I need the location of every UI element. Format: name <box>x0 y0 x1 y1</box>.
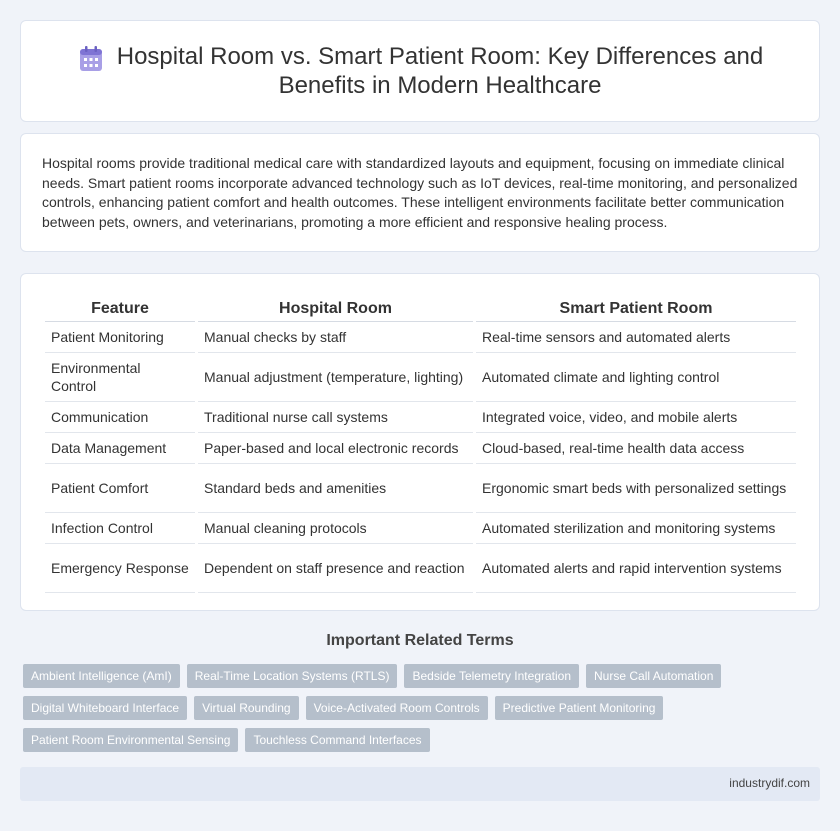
column-header-feature: Feature <box>45 294 195 322</box>
feature-cell: Emergency Response <box>45 544 195 593</box>
feature-cell: Environmental Control <box>45 353 195 402</box>
term-tag[interactable]: Voice-Activated Room Controls <box>306 696 488 720</box>
smart-room-cell: Automated climate and lighting control <box>476 353 796 402</box>
smart-room-cell: Real-time sensors and automated alerts <box>476 322 796 353</box>
footer-bar <box>20 767 820 801</box>
related-terms-title: Important Related Terms <box>326 632 514 649</box>
related-terms-list <box>23 664 813 752</box>
intro-card <box>20 133 820 252</box>
term-tag[interactable]: Bedside Telemetry Integration <box>404 664 579 688</box>
footer-site-link[interactable]: industrydif.com <box>729 776 810 790</box>
hospital-room-cell: Traditional nurse call systems <box>198 402 473 433</box>
smart-room-cell: Ergonomic smart beds with personalized settings <box>476 464 796 513</box>
hospital-room-cell: Dependent on staff presence and reaction <box>198 544 473 593</box>
column-header-smart-patient-room: Smart Patient Room <box>476 294 796 322</box>
table-header-row <box>45 294 796 322</box>
header-card <box>20 20 820 122</box>
page-title: Hospital Room vs. Smart Patient Room: Key Differences and Benefits in Modern Healthcare <box>116 43 764 99</box>
table-row <box>45 544 796 593</box>
comparison-card <box>20 273 820 611</box>
term-tag[interactable]: Ambient Intelligence (AmI) <box>23 664 180 688</box>
intro-text: Hospital rooms provide traditional medical care with standardized layouts and equipment, focusing on immediate clinical needs. Smart patient rooms incorporate advanced technology such as IoT devices, real-time monitoring, and personalized controls, enhancing patient comfort and health outcomes. These intelligent environments facilitate better communication between pets, owners, and veterinarians, promoting a more efficient and responsive healing process. <box>42 155 798 230</box>
feature-cell: Communication <box>45 402 195 433</box>
table-row <box>45 513 796 544</box>
term-tag[interactable]: Predictive Patient Monitoring <box>495 696 664 720</box>
term-tag[interactable]: Virtual Rounding <box>194 696 299 720</box>
table-row <box>45 322 796 353</box>
smart-room-cell: Integrated voice, video, and mobile alerts <box>476 402 796 433</box>
hospital-room-cell: Manual adjustment (temperature, lighting) <box>198 353 473 402</box>
hospital-room-cell: Paper-based and local electronic records <box>198 433 473 464</box>
hospital-room-cell: Manual checks by staff <box>198 322 473 353</box>
smart-room-cell: Cloud-based, real-time health data access <box>476 433 796 464</box>
feature-cell: Patient Comfort <box>45 464 195 513</box>
table-row <box>45 433 796 464</box>
table-row <box>45 464 796 513</box>
column-header-hospital-room: Hospital Room <box>198 294 473 322</box>
hospital-room-cell: Standard beds and amenities <box>198 464 473 513</box>
table-row <box>45 353 796 402</box>
feature-cell: Infection Control <box>45 513 195 544</box>
smart-room-cell: Automated alerts and rapid intervention systems <box>476 544 796 593</box>
feature-cell: Patient Monitoring <box>45 322 195 353</box>
term-tag[interactable]: Touchless Command Interfaces <box>245 728 429 752</box>
term-tag[interactable]: Nurse Call Automation <box>586 664 721 688</box>
table-row <box>45 402 796 433</box>
term-tag[interactable]: Digital Whiteboard Interface <box>23 696 187 720</box>
comparison-table <box>42 294 799 593</box>
term-tag[interactable]: Real-Time Location Systems (RTLS) <box>187 664 398 688</box>
hospital-room-cell: Manual cleaning protocols <box>198 513 473 544</box>
term-tag[interactable]: Patient Room Environmental Sensing <box>23 728 238 752</box>
smart-room-cell: Automated sterilization and monitoring systems <box>476 513 796 544</box>
feature-cell: Data Management <box>45 433 195 464</box>
